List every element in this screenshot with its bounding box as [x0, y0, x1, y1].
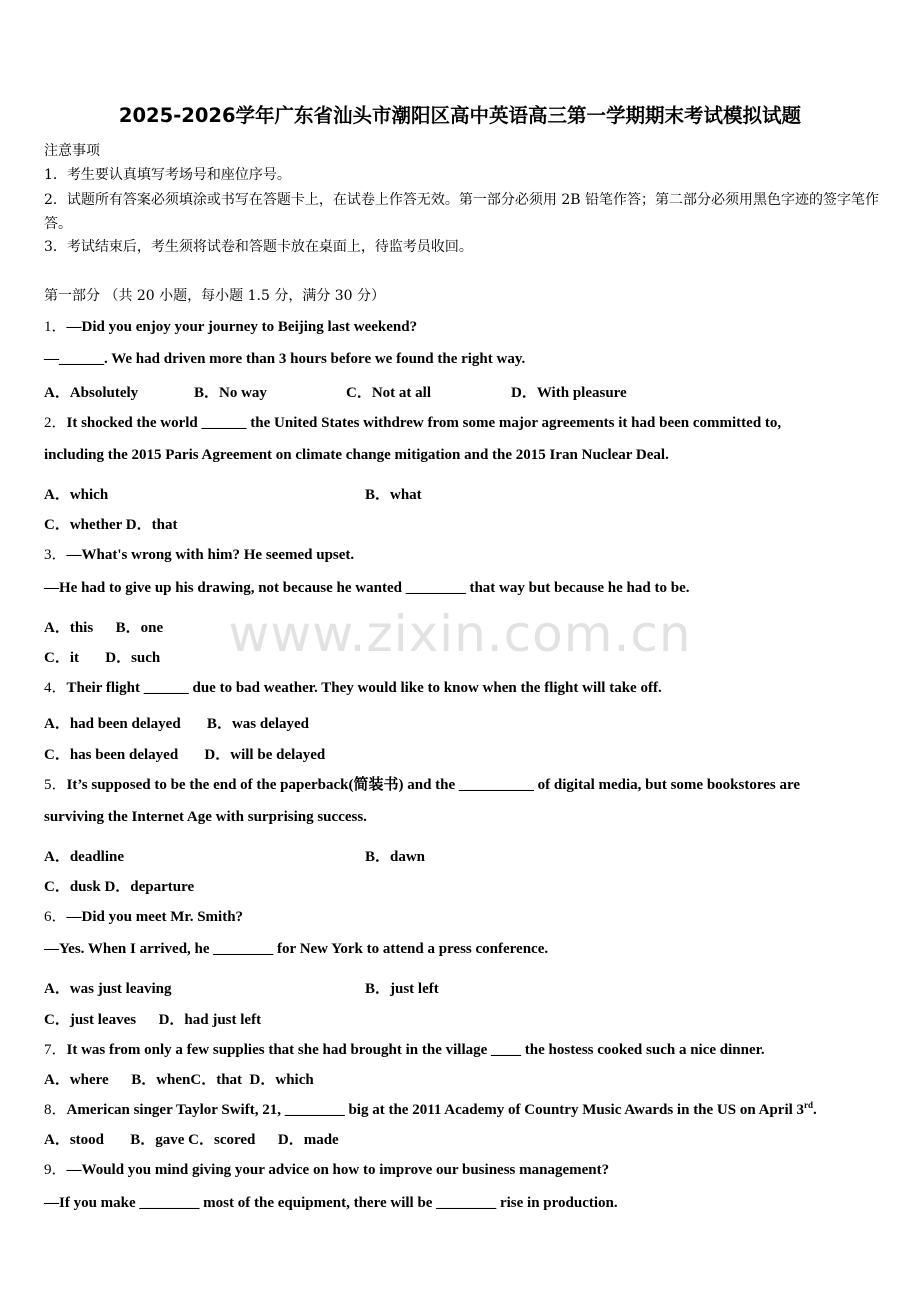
q6-option-cd[interactable]: C．just leaves D．had just left: [44, 1012, 262, 1028]
question-7: [44, 1038, 765, 1059]
q5-option-cd[interactable]: C．dusk D．departure: [44, 879, 195, 895]
question-text: It was from only a few supplies that she had brought in the village ____ the hostess cooked such a nice dinner.: [66, 1042, 765, 1058]
question-number: 2．: [44, 415, 67, 431]
question-9: [44, 1158, 609, 1179]
q1-option-b[interactable]: B．No way: [194, 385, 267, 401]
q6-option-a[interactable]: A．was just leaving: [44, 981, 172, 997]
question-number: 5．: [44, 777, 67, 793]
section-heading: 第一部分 （共 20 小题，每小题 1.5 分，满分 30 分）: [44, 288, 386, 304]
question-text: —What's wrong with him? He seemed upset.: [66, 547, 355, 563]
question-number: 9．: [44, 1162, 67, 1178]
q4-option-cd[interactable]: C．has been delayed D．will be delayed: [44, 747, 326, 763]
q5-option-a[interactable]: A．deadline: [44, 849, 125, 865]
question-1: [44, 315, 417, 336]
q2-option-a[interactable]: A．which: [44, 487, 109, 503]
question-3-answer-line: —He had to give up his drawing, not because he wanted ________ that way but because he had to be.: [44, 580, 690, 596]
q2-option-cd[interactable]: C．whether D．that: [44, 517, 178, 533]
q4-option-ab[interactable]: A．had been delayed B．was delayed: [44, 716, 310, 732]
sentence-end: .: [813, 1102, 817, 1118]
q2-option-b[interactable]: B．what: [365, 487, 422, 503]
question-6: [44, 905, 243, 926]
question-text: American singer Taylor Swift, 21, ________ big at the 2011 Academy of Country Music Awards in the US on April 3: [66, 1102, 805, 1118]
question-3: [44, 543, 354, 564]
question-text: —Would you mind giving your advice on how to improve our business management?: [66, 1162, 610, 1178]
question-9-answer-line: —If you make ________ most of the equipment, there will be ________ rise in production.: [44, 1195, 618, 1211]
notice-item-3: 3．考试结束后，考生须将试卷和答题卡放在桌面上，待监考员收回。: [44, 239, 473, 255]
question-text: —Did you meet Mr. Smith?: [66, 909, 244, 925]
question-2-continued: including the 2015 Paris Agreement on climate change mitigation and the 2015 Iran Nuclear Deal.: [44, 447, 669, 463]
q1-option-a[interactable]: A．Absolutely: [44, 385, 139, 401]
question-1-answer-line: —______. We had driven more than 3 hours before we found the right way.: [44, 351, 526, 367]
question-number: 4．: [44, 680, 67, 696]
notice-item-1: 1．考生要认真填写考场号和座位序号。: [44, 167, 291, 183]
q3-option-ab[interactable]: A．this B．one: [44, 620, 164, 636]
question-5: [44, 773, 800, 794]
question-8: [44, 1098, 817, 1119]
question-text: Their flight ______ due to bad weather. They would like to know when the flight will take off.: [66, 680, 662, 696]
q1-option-d[interactable]: D．With pleasure: [511, 385, 627, 401]
question-number: 1．: [44, 319, 67, 335]
question-number: 6．: [44, 909, 67, 925]
notice-heading: 注意事项: [44, 143, 100, 159]
question-number: 3．: [44, 547, 67, 563]
page-title: 2025-2026学年广东省汕头市潮阳区高中英语高三第一学期期末考试模拟试题: [118, 104, 802, 127]
notice-item-2: 2．试题所有答案必须填涂或书写在答题卡上，在试卷上作答无效。第一部分必须用 2B 铅笔作答；第二部分必须用黑色字迹的签字笔作答。: [44, 192, 879, 232]
q8-options[interactable]: A．stood B．gave C．scored D．made: [44, 1132, 339, 1148]
watermark: www.zixin.com.cn: [228, 605, 692, 663]
q1-option-c[interactable]: C．Not at all: [346, 385, 431, 401]
q5-option-b[interactable]: B．dawn: [365, 849, 426, 865]
question-text: —Did you enjoy your journey to Beijing last weekend?: [66, 319, 418, 335]
q3-option-cd[interactable]: C．it D．such: [44, 650, 161, 666]
question-6-answer-line: —Yes. When I arrived, he ________ for New York to attend a press conference.: [44, 941, 549, 957]
question-text: It’s supposed to be the end of the paperback(简装书) and the __________ of digital media, but some bookstores are: [66, 777, 801, 793]
q6-option-b[interactable]: B．just left: [365, 981, 439, 997]
question-number: 8．: [44, 1102, 67, 1118]
question-5-continued: surviving the Internet Age with surprising success.: [44, 809, 367, 825]
question-4: [44, 676, 662, 697]
q7-options[interactable]: A．where B．whenC．that D．which: [44, 1072, 314, 1088]
question-2: [44, 411, 781, 432]
question-text: It shocked the world ______ the United States withdrew from some major agreements it had been committed to,: [66, 415, 782, 431]
question-number: 7．: [44, 1042, 67, 1058]
ordinal-suffix: rd: [804, 1100, 814, 1110]
